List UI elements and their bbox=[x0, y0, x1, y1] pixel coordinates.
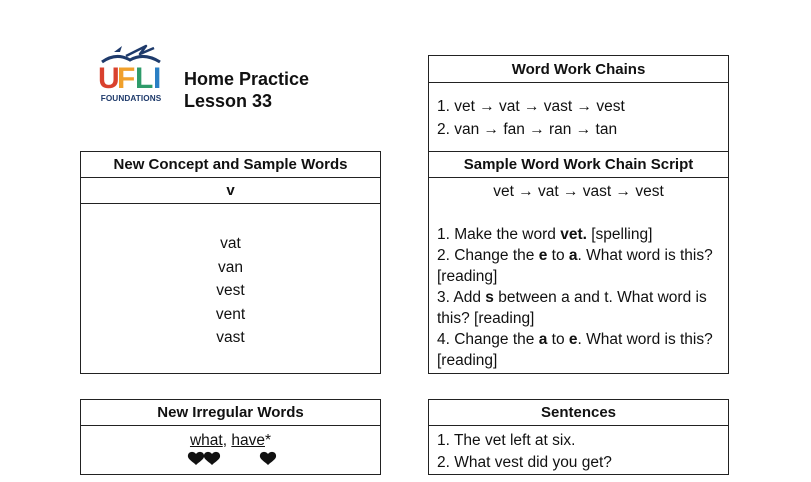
chain-item: 1. vet → vat → vast → vest bbox=[437, 98, 625, 115]
sentences-panel-title: Sentences bbox=[429, 400, 728, 426]
title-line-2: Lesson 33 bbox=[184, 91, 273, 111]
logo-subtitle: FOUNDATIONS bbox=[100, 94, 162, 103]
irregular-words-panel bbox=[80, 399, 381, 475]
irregular-panel-title: New Irregular Words bbox=[81, 400, 380, 426]
script-panel-title: Sample Word Work Chain Script bbox=[429, 152, 728, 178]
title-line-1: Home Practice bbox=[184, 69, 310, 89]
concept-panel-title: New Concept and Sample Words bbox=[81, 152, 380, 178]
sample-word: vat bbox=[220, 235, 241, 252]
logo-letter-f: F bbox=[117, 62, 136, 92]
heart-icon bbox=[260, 452, 276, 465]
chain-script-panel bbox=[428, 151, 729, 374]
script-chain: vet → vat → vast → vest bbox=[493, 183, 664, 200]
ufli-logo bbox=[96, 42, 166, 114]
script-step-2: 2. Change the e to a. What word is this? [reading] bbox=[437, 247, 713, 285]
logo-letter-i: I bbox=[153, 62, 162, 92]
sample-word: vent bbox=[215, 305, 246, 323]
sample-word: vast bbox=[216, 329, 245, 346]
sample-word: vest bbox=[216, 282, 245, 299]
heart-icon bbox=[204, 452, 220, 465]
page-title bbox=[184, 68, 309, 112]
irregular-words bbox=[81, 432, 380, 450]
chains-panel-title: Word Work Chains bbox=[429, 56, 728, 83]
chain-item: 2. van → fan → ran → tan bbox=[437, 121, 618, 138]
script-step-4: 4. Change the a to e. What word is this? [reading] bbox=[437, 331, 713, 369]
script-step-1: 1. Make the word vet. [spelling] bbox=[437, 226, 653, 243]
sample-words-list bbox=[81, 204, 380, 350]
logo-letter-l: L bbox=[135, 62, 154, 92]
irregular-separator: , bbox=[222, 432, 232, 449]
irregular-word-what: what bbox=[189, 432, 223, 449]
sentence-item: 1. The vet left at six. bbox=[437, 432, 576, 449]
word-work-chains-panel bbox=[428, 55, 729, 152]
sample-word: van bbox=[218, 258, 243, 276]
concept-letter: v bbox=[81, 178, 380, 204]
logo-letter-u: U bbox=[98, 62, 120, 92]
sentences-panel bbox=[428, 399, 729, 475]
sentence-item: 2. What vest did you get? bbox=[437, 454, 612, 471]
irregular-word-have: have* bbox=[231, 432, 272, 449]
script-step-3: 3. Add s between a and t. What word is this? [reading] bbox=[437, 289, 707, 327]
heart-icon bbox=[188, 452, 204, 465]
concept-panel bbox=[80, 151, 381, 374]
